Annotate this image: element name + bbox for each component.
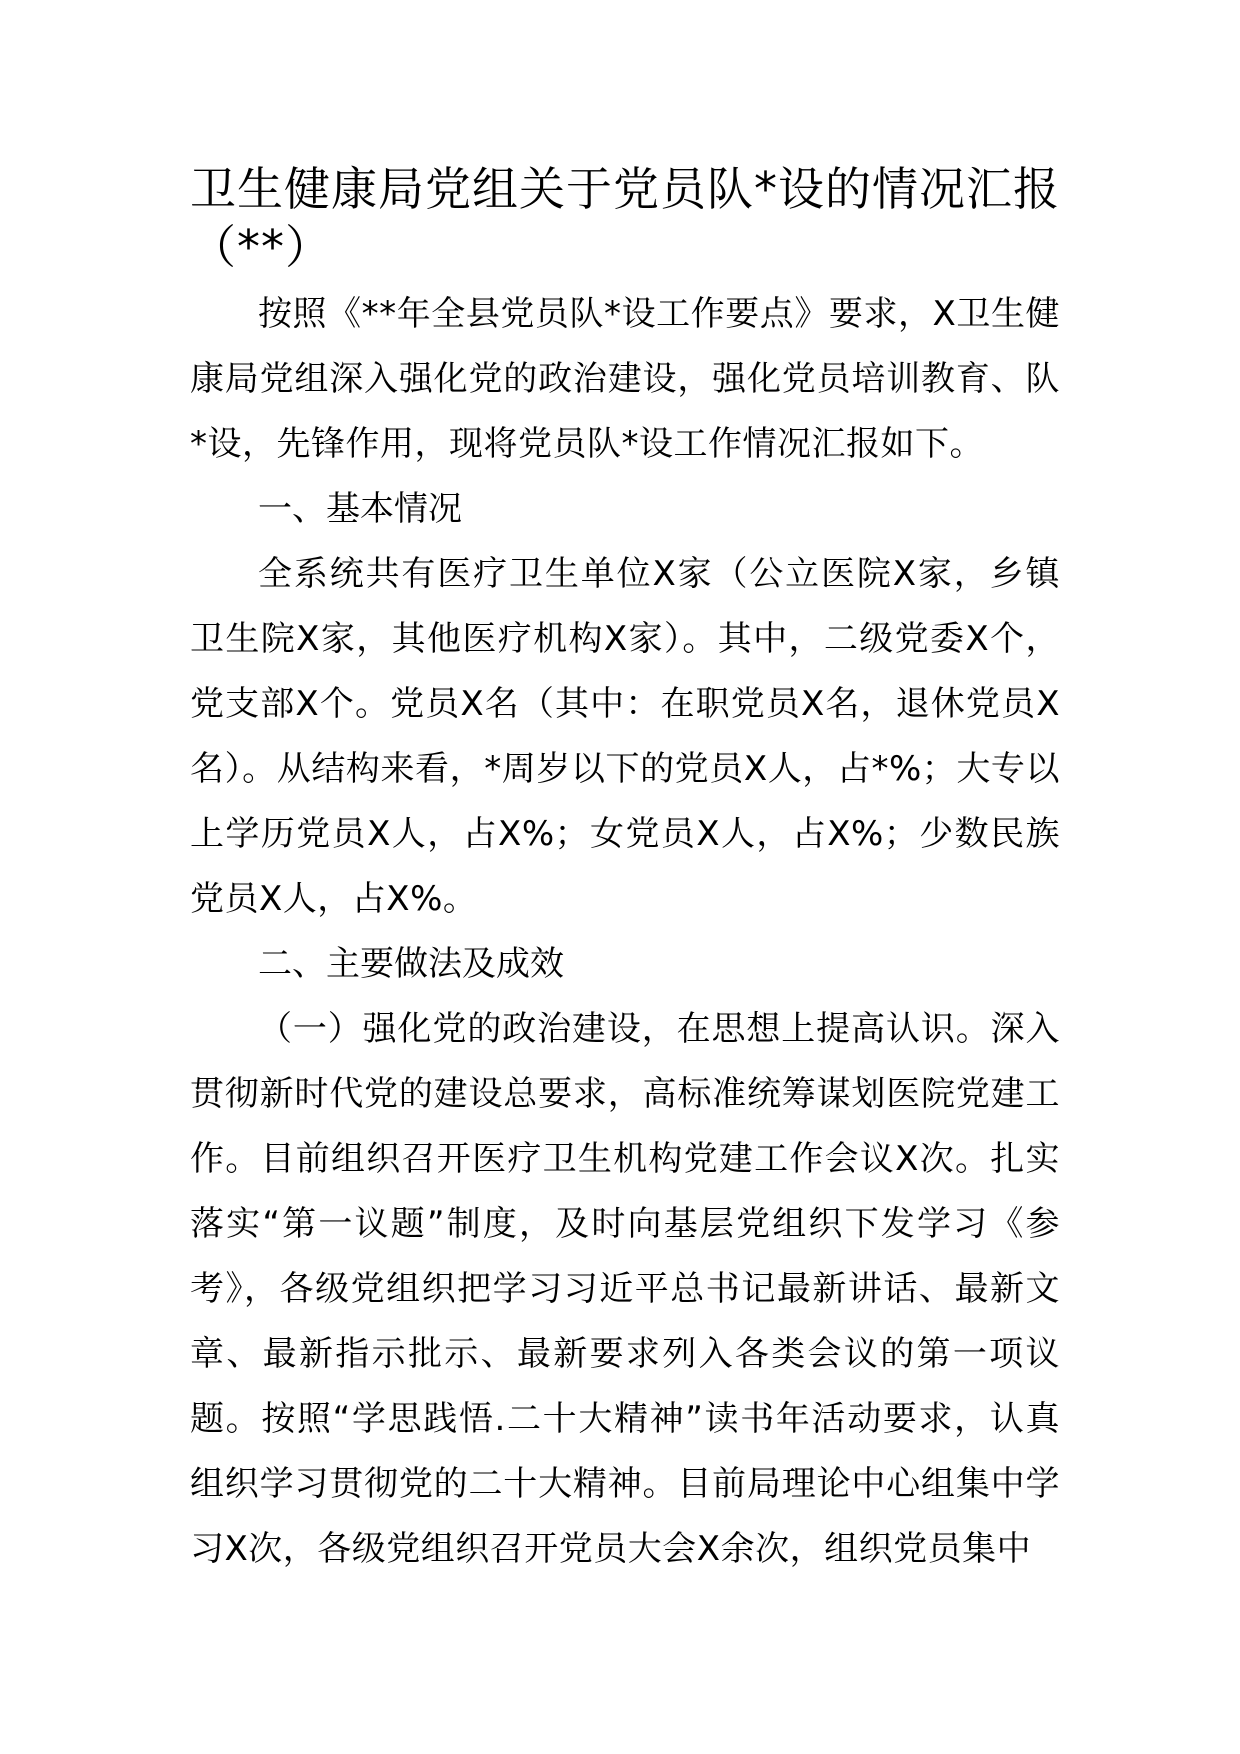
section-2-heading: 二、主要做法及成效 xyxy=(258,944,564,984)
intro-paragraph: 按照《**年全县党员队*设工作要点》要求，X卫生健康局党组深入强化党的政治建设，强化党员培训教育、队*设，先锋作用，现将党员队*设工作情况汇报如下。 xyxy=(190,294,1060,464)
title-line-2: （**） xyxy=(190,220,332,274)
document-page xyxy=(190,160,1060,1582)
section-2-subsection-1-paragraph: （一）强化党的政治建设，在思想上提高认识。深入贯彻新时代党的建设总要求，高标准统筹谋划医院党建工作。目前组织召开医疗卫生机构党建工作会议X次。扎实落实“第一议题”制度，及时向基层党组织下发学习《参考》，各级党组织把学习习近平总书记最新讲话、最新文章、最新指示批示、最新要求列入各类会议的第一项议题。按照“学思践悟.二十大精神”读书年活动要求，认真组织学习贯彻党的二十大精神。目前局理论中心组集中学习X次，各级党组织召开党员大会X余次，组织党员集中 xyxy=(190,1009,1060,1569)
section-1-heading: 一、基本情况 xyxy=(258,489,462,529)
document-title xyxy=(190,160,1060,276)
section-1-paragraph: 全系统共有医疗卫生单位X家（公立医院X家，乡镇卫生院X家，其他医疗机构X家）。其中，二级党委X个，党支部X个。党员X名（其中：在职党员X名，退休党员X名）。从结构来看，*周岁以下的党员X人，占*%；大专以上学历党员X人，占X%；女党员X人，占X%；少数民族党员X人，占X%。 xyxy=(190,554,1060,919)
title-line-1: 卫生健康局党组关于党员队*设的情况汇报 xyxy=(190,162,1060,216)
